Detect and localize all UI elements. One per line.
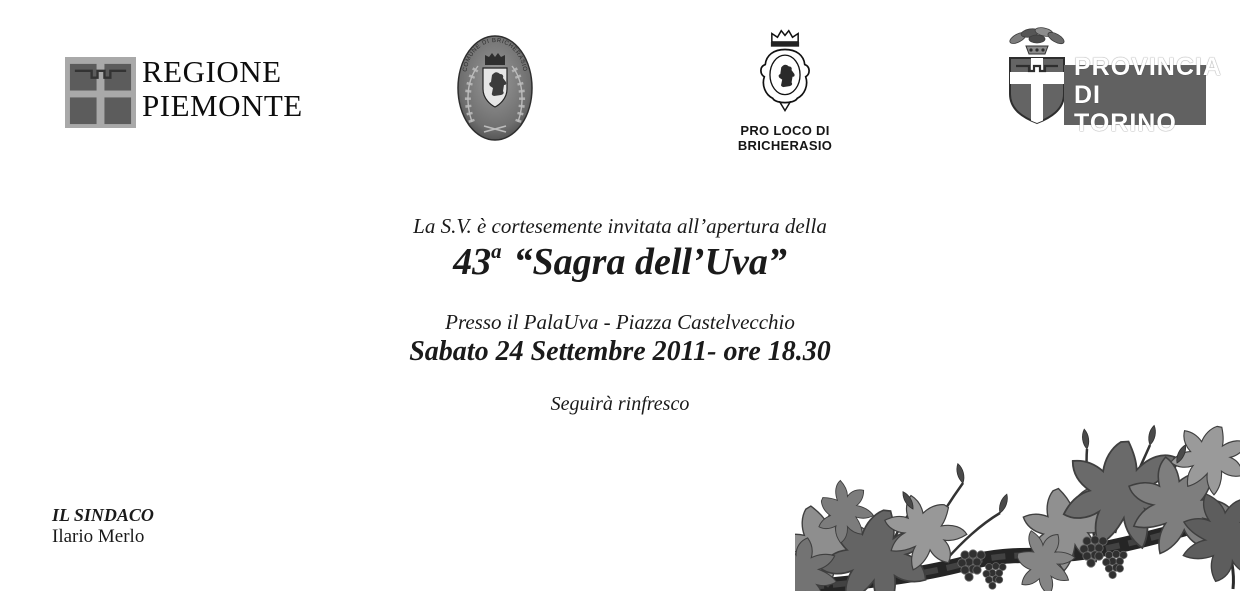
regione-line1: REGIONE xyxy=(142,54,282,89)
event-datetime: Sabato 24 Settembre 2011- ore 18.30 xyxy=(409,336,831,367)
provincia-torino-logo xyxy=(1002,26,1222,137)
regione-piemonte-wordmark xyxy=(142,55,303,128)
pro-loco-crest-icon xyxy=(752,26,818,120)
regione-piemonte-logo xyxy=(65,54,303,128)
pro-loco-label xyxy=(710,123,860,153)
provincia-line2: DI TORINO xyxy=(1074,81,1177,137)
event-title xyxy=(0,240,1240,284)
pro-loco-logo xyxy=(710,26,860,153)
event-edition-ordinal: a xyxy=(491,239,502,264)
event-edition-number: 43 xyxy=(453,241,492,283)
pro-loco-line1: PRO LOCO DI xyxy=(740,123,830,138)
invitation-intro: La S.V. è cortesemente invitata all’apertura della xyxy=(413,214,827,238)
signature-block xyxy=(52,505,154,548)
provincia-torino-crest-icon xyxy=(1002,26,1072,132)
refreshment-note: Seguirà rinfresco xyxy=(550,393,690,415)
event-venue: Presso il PalaUva - Piazza Castelvecchio xyxy=(445,310,795,334)
grapevine-decoration-icon xyxy=(795,413,1240,591)
event-title-name: “Sagra dell’Uva” xyxy=(513,241,787,283)
provincia-line1: PROVINCIA xyxy=(1074,53,1222,81)
comune-seal-arc-text: COMUNE DI BRICHERASIO xyxy=(462,37,528,73)
regione-piemonte-emblem-icon xyxy=(65,57,136,128)
signature-role: IL SINDACO xyxy=(52,505,154,525)
regione-line2: PIEMONTE xyxy=(142,88,303,123)
provincia-torino-nameplate xyxy=(1064,53,1222,137)
pro-loco-line2: BRICHERASIO xyxy=(737,138,833,153)
signature-name: Ilario Merlo xyxy=(52,526,145,547)
comune-bricherasio-seal-icon xyxy=(456,34,534,142)
